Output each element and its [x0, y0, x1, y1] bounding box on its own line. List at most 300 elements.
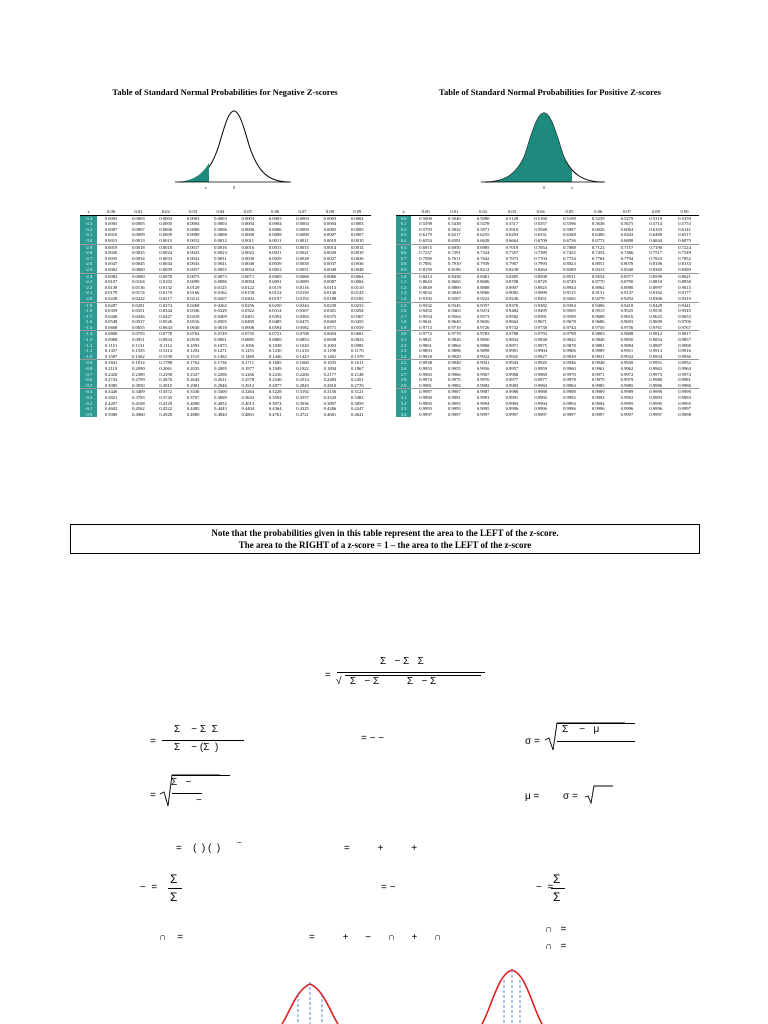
probability-cell: 0.0516: [186, 319, 200, 325]
probability-cell: 0.0031: [214, 255, 227, 261]
probability-cell: 0.9608: [591, 313, 605, 319]
probability-cell: 0.1210: [296, 348, 309, 354]
probability-cell: 0.8413: [419, 273, 432, 279]
probability-cell: 0.2033: [186, 366, 200, 372]
probability-cell: 0.9995: [620, 400, 634, 406]
probability-cell: 0.9990: [649, 389, 663, 395]
probability-cell: 0.1736: [214, 360, 227, 366]
probability-cell: 0.0026: [350, 255, 364, 261]
sigma-radicand-num: Σ − μ: [562, 724, 600, 735]
probability-cell: 0.3336: [186, 389, 200, 395]
probability-cell: 0.0008: [214, 232, 227, 238]
probability-cell: 0.0630: [179, 325, 206, 331]
probability-cell: 0.9292: [613, 296, 642, 302]
probability-cell: 0.3745: [159, 395, 173, 400]
left-shaded-area: [179, 163, 209, 182]
probability-cell: 0.8770: [591, 279, 605, 285]
probability-cell: 0.1611: [351, 360, 364, 366]
probability-cell: 0.8997: [649, 284, 663, 290]
probability-cell: 0.9945: [534, 360, 547, 366]
probability-cell: 0.3897: [323, 400, 337, 406]
probability-cell: 0.0113: [323, 284, 337, 290]
probability-cell: 0.9826: [448, 337, 461, 343]
probability-cell: 0.9319: [670, 296, 699, 302]
column-header: 0.06: [262, 209, 289, 215]
probability-cell: 0.9633: [678, 313, 691, 319]
probability-cell: 0.3707: [186, 395, 200, 400]
probability-cell: 0.9573: [476, 313, 490, 319]
probability-cell: 0.9761: [641, 325, 670, 331]
probability-cell: 0.0075: [186, 273, 200, 279]
probability-cell: 0.0721: [268, 331, 282, 337]
probability-cell: 0.2296: [214, 371, 227, 377]
probability-cell: 0.4404: [241, 406, 255, 412]
probability-cell: 0.1151: [104, 342, 118, 348]
probability-cell: 0.9934: [641, 354, 670, 360]
mu-formula: μ =: [525, 791, 540, 802]
probability-cell: 0.8962: [591, 284, 605, 290]
probability-cell: 0.9861: [419, 342, 432, 348]
probability-cell: 0.9974: [678, 371, 691, 377]
z-value-cell: -1.3: [80, 337, 97, 343]
probability-cell: 0.9996: [649, 406, 663, 412]
probability-cell: 0.6103: [649, 226, 663, 232]
probability-cell: 0.0934: [159, 337, 173, 343]
probability-cell: 0.0018: [159, 244, 173, 250]
sigma-lhs: σ =: [525, 736, 540, 747]
probability-cell: 0.2090: [132, 366, 145, 372]
probability-cell: 0.1867: [350, 366, 364, 372]
probability-cell: 0.9857: [678, 337, 691, 343]
probability-cell: 0.9982: [469, 383, 498, 389]
probability-cell: 0.9936: [670, 354, 699, 360]
z-value-cell: 2.1: [396, 337, 411, 343]
probability-cell: 0.9901: [505, 348, 519, 354]
probability-cell: 0.0022: [241, 250, 255, 256]
z-value-cell: 2.0: [396, 331, 411, 337]
probability-cell: 0.9971: [591, 371, 605, 377]
probability-cell: 0.1112: [159, 342, 172, 348]
probability-cell: 0.9750: [584, 325, 613, 331]
positive-z-table: [396, 209, 699, 417]
column-header: 0.00: [97, 209, 124, 215]
probability-cell: 0.4052: [214, 400, 227, 406]
probability-cell: 0.0002: [350, 215, 364, 221]
probability-cell: 0.7291: [448, 250, 461, 256]
probability-cell: 0.8577: [620, 273, 634, 279]
probability-cell: 0.7764: [591, 255, 605, 261]
probability-cell: 0.9726: [469, 325, 498, 331]
probability-cell: 0.9966: [448, 371, 461, 377]
w1-lhs: − =: [140, 882, 158, 893]
probability-cell: 0.0004: [268, 221, 282, 227]
probability-cell: 0.9909: [591, 348, 605, 354]
probability-cell: 0.2776: [344, 383, 371, 389]
z-value-cell: 3.4: [396, 412, 411, 418]
probability-cell: 0.9979: [591, 377, 605, 383]
probability-cell: 0.7357: [505, 250, 519, 256]
probability-cell: 0.2643: [186, 377, 200, 383]
probability-cell: 0.9871: [505, 342, 519, 348]
table-row: [396, 412, 699, 418]
probability-cell: 0.9706: [678, 319, 691, 325]
probability-cell: 0.5000: [104, 411, 118, 417]
probability-cell: 0.9564: [448, 313, 461, 319]
probability-cell: 0.1251: [241, 348, 255, 354]
probability-cell: 0.9115: [563, 290, 576, 296]
column-header: 0.02: [469, 209, 498, 215]
probability-cell: 0.0008: [268, 232, 282, 238]
probability-cell: 0.9854: [649, 337, 663, 343]
probability-cell: 0.9875: [534, 342, 547, 348]
probability-cell: 0.3936: [296, 400, 309, 406]
probability-cell: 0.0446: [104, 313, 118, 319]
probability-cell: 0.5199: [563, 215, 576, 221]
probability-cell: 0.9948: [591, 360, 605, 366]
z-value-cell: 2.3: [396, 348, 411, 354]
probability-cell: 0.2266: [241, 371, 255, 377]
probability-cell: 0.9959: [534, 366, 547, 372]
probability-cell: 0.8888: [476, 284, 490, 290]
prob-formula-3: ∩ =: [545, 924, 567, 935]
probability-cell: 0.9993: [419, 400, 432, 406]
probability-cell: 0.6406: [591, 232, 605, 238]
probability-cell: 0.7995: [534, 261, 547, 267]
probability-cell: 0.0084: [350, 279, 364, 285]
probability-cell: 0.0005: [323, 226, 337, 232]
probability-cell: 0.0951: [132, 337, 145, 343]
probability-cell: 0.1949: [268, 366, 282, 372]
probability-cell: 0.8869: [448, 284, 461, 290]
probability-cell: 0.9996: [591, 406, 605, 412]
z-value-cell: -3.1: [80, 232, 97, 238]
probability-cell: 0.0102: [159, 279, 173, 285]
probability-cell: 0.9913: [649, 348, 663, 354]
probability-cell: 0.9441: [678, 302, 691, 308]
probability-cell: 0.0010: [104, 232, 118, 238]
probability-cell: 0.9147: [620, 290, 634, 296]
probability-cell: 0.6915: [419, 244, 432, 250]
column-header: z: [396, 209, 411, 215]
z-value-cell: -0.6: [80, 377, 97, 383]
probability-cell: 0.0013: [125, 238, 152, 244]
probability-cell: 0.9974: [419, 377, 432, 383]
left-bell-curve: [175, 100, 275, 195]
probability-cell: 0.4641: [350, 411, 364, 417]
probability-cell: 0.2389: [132, 371, 145, 377]
probability-cell: 0.9357: [476, 302, 490, 308]
probability-cell: 0.0066: [323, 273, 337, 279]
probability-cell: 0.0027: [323, 255, 337, 261]
probability-cell: 0.9991: [448, 395, 461, 400]
probability-cell: 0.0014: [350, 244, 364, 250]
probability-cell: 0.8159: [411, 267, 440, 273]
probability-cell: 0.8665: [448, 279, 461, 285]
probability-cell: 0.5832: [448, 226, 461, 232]
probability-cell: 0.0064: [350, 273, 364, 279]
probability-cell: 0.9911: [620, 348, 634, 354]
probability-cell: 0.7734: [563, 255, 576, 261]
probability-cell: 0.2981: [179, 383, 206, 389]
probability-cell: 0.9881: [591, 342, 605, 348]
probability-cell: 0.8790: [620, 279, 634, 285]
probability-cell: 0.9957: [505, 366, 519, 372]
z-value-cell: -1.0: [80, 354, 97, 360]
probability-cell: 0.9649: [448, 319, 461, 325]
probability-cell: 0.9884: [620, 342, 634, 348]
z-value-cell: -0.4: [80, 389, 97, 395]
probability-cell: 0.9817: [678, 331, 691, 337]
probability-cell: 0.9699: [649, 319, 663, 325]
probability-cell: 0.3446: [104, 389, 118, 395]
probability-cell: 0.0032: [186, 255, 200, 261]
z-value-cell: 1.8: [396, 319, 411, 325]
probability-cell: 0.9951: [649, 360, 663, 366]
probability-cell: 0.0132: [159, 284, 173, 290]
z-value-cell: -1.9: [80, 302, 97, 308]
probability-cell: 0.0005: [104, 221, 118, 227]
probability-cell: 0.7852: [678, 255, 691, 261]
probability-cell: 0.0735: [241, 331, 255, 337]
probability-cell: 0.9793: [534, 331, 547, 337]
probability-cell: 0.4247: [350, 406, 364, 412]
probability-cell: 0.2236: [268, 371, 282, 377]
probability-cell: 0.0060: [125, 267, 152, 273]
probability-cell: 0.4207: [104, 400, 118, 406]
probability-cell: 0.0158: [241, 290, 255, 296]
probability-cell: 0.3669: [214, 395, 227, 400]
probability-cell: 0.9965: [419, 371, 432, 377]
probability-cell: 0.7157: [620, 244, 634, 250]
probability-cell: 0.9976: [476, 377, 490, 383]
probability-cell: 0.6950: [448, 244, 461, 250]
probability-cell: 0.9996: [563, 406, 576, 412]
probability-cell: 0.9997: [591, 411, 605, 417]
r-equals: =: [325, 670, 331, 681]
probability-cell: 0.9846: [591, 337, 605, 343]
probability-cell: 0.0154: [268, 290, 282, 296]
probability-cell: 0.9131: [591, 290, 605, 296]
probability-cell: 0.6591: [440, 238, 469, 244]
probability-cell: 0.0336: [186, 308, 200, 314]
probability-cell: 0.7123: [591, 244, 605, 250]
probability-cell: 0.0062: [97, 267, 124, 273]
probability-cell: 0.0016: [241, 244, 255, 250]
probability-cell: 0.9783: [476, 331, 490, 337]
probability-cell: 0.0869: [268, 337, 282, 343]
probability-cell: 0.3121: [350, 389, 364, 395]
probability-cell: 0.6517: [678, 232, 691, 238]
probability-cell: 0.9978: [563, 377, 576, 383]
probability-cell: 0.2743: [104, 377, 118, 383]
probability-cell: 0.0007: [132, 226, 145, 232]
probability-cell: 0.6026: [591, 226, 605, 232]
probability-cell: 0.9931: [584, 354, 613, 360]
column-header: 0.04: [207, 209, 234, 215]
z-value-cell: -2.3: [80, 279, 97, 285]
z-value-cell: -1.4: [80, 331, 97, 337]
probability-cell: 0.9997: [534, 411, 547, 417]
probability-cell: 0.9772: [419, 331, 432, 337]
probability-cell: 0.9207: [440, 296, 469, 302]
probability-cell: 0.9990: [419, 395, 432, 400]
probability-cell: 0.0015: [268, 244, 282, 250]
probability-cell: 0.9162: [649, 290, 663, 296]
probability-cell: 0.6664: [498, 238, 527, 244]
probability-cell: 0.1357: [104, 348, 118, 354]
z-value-cell: 1.2: [396, 285, 411, 291]
probability-cell: 0.9842: [563, 337, 576, 343]
probability-cell: 0.0222: [125, 296, 152, 302]
probability-cell: 0.9418: [620, 302, 634, 308]
probability-cell: 0.8238: [498, 267, 527, 273]
probability-cell: 0.0089: [296, 279, 309, 285]
probability-cell: 0.0011: [262, 238, 289, 244]
z-value-cell: 1.4: [396, 296, 411, 302]
z-value-cell: -3.0: [80, 238, 97, 244]
probability-cell: 0.9996: [534, 406, 547, 412]
probability-cell: 0.8944: [563, 284, 576, 290]
probability-cell: 0.0367: [350, 313, 364, 319]
probability-cell: 0.0495: [241, 319, 255, 325]
probability-cell: 0.0197: [262, 296, 289, 302]
probability-cell: 0.0045: [132, 261, 145, 267]
probability-cell: 0.1075: [214, 342, 227, 348]
probability-cell: 0.7454: [591, 250, 605, 256]
probability-cell: 0.5910: [505, 226, 519, 232]
table-row: [80, 412, 371, 418]
probability-cell: 0.8133: [678, 261, 691, 267]
probability-cell: 0.3409: [132, 389, 145, 395]
probability-cell: 0.0026: [104, 250, 118, 256]
probability-cell: 0.8264: [526, 267, 555, 273]
probability-cell: 0.9918: [411, 354, 440, 360]
probability-cell: 0.0287: [104, 302, 118, 308]
probability-cell: 0.9838: [534, 337, 547, 343]
probability-cell: 0.7324: [476, 250, 490, 256]
r-fraction-bar: [337, 672, 485, 673]
probability-cell: 0.9641: [419, 319, 432, 325]
b-lhs: =: [150, 736, 156, 747]
probability-cell: 0.9738: [526, 325, 555, 331]
probability-cell: 0.9952: [678, 360, 691, 366]
z-value-cell: 2.2: [396, 343, 411, 349]
right-shaded-area: [485, 113, 572, 182]
probability-cell: 0.8289: [555, 267, 584, 273]
probability-cell: 0.9981: [411, 383, 440, 389]
z-value-cell: -1.8: [80, 308, 97, 314]
probability-cell: 0.1469: [234, 354, 261, 360]
probability-cell: 0.7580: [419, 255, 432, 261]
probability-cell: 0.0003: [159, 215, 173, 221]
note-line-1: Note that the probabilities given in this table represent the area to the LEFT of the z-score.: [211, 528, 559, 538]
probability-cell: 0.1131: [132, 342, 145, 348]
probability-cell: 0.2119: [104, 366, 118, 372]
probability-cell: 0.0057: [179, 267, 206, 273]
probability-cell: 0.0003: [132, 215, 145, 221]
probability-cell: 0.6480: [649, 232, 663, 238]
probability-cell: 0.4364: [268, 406, 282, 412]
probability-cell: 0.7910: [448, 261, 461, 267]
probability-cell: 0.9956: [476, 366, 490, 372]
probability-cell: 0.0170: [159, 290, 173, 296]
z-value-cell: -2.1: [80, 290, 97, 296]
probability-cell: 0.0013: [152, 238, 179, 244]
probability-cell: 0.9993: [448, 400, 461, 406]
b-numerator: Σ − Σ Σ: [174, 724, 218, 735]
probability-cell: 0.0418: [186, 313, 200, 319]
probability-cell: 0.0107: [104, 279, 118, 285]
probability-cell: 0.9932: [613, 354, 642, 360]
w2-den: Σ: [553, 890, 561, 904]
probability-cell: 0.9972: [620, 371, 634, 377]
probability-cell: 0.8643: [419, 279, 432, 285]
probability-cell: 0.6141: [678, 226, 691, 232]
probability-cell: 0.0029: [268, 255, 282, 261]
probability-cell: 0.0104: [132, 279, 145, 285]
z-value-cell: 3.0: [396, 389, 411, 395]
column-header: 0.06: [584, 209, 613, 215]
probability-cell: 0.0021: [296, 250, 309, 256]
probability-cell: 0.9192: [411, 296, 440, 302]
probability-cell: 0.9082: [505, 290, 519, 296]
probability-cell: 0.3372: [159, 389, 173, 395]
probability-cell: 0.9998: [678, 411, 691, 417]
z-value-cell: 2.9: [396, 383, 411, 389]
probability-cell: 0.7794: [620, 255, 634, 261]
z-value-cell: 2.6: [396, 366, 411, 372]
probability-cell: 0.6772: [584, 238, 613, 244]
z-value-cell: 3.2: [396, 401, 411, 407]
probability-cell: 0.0571: [316, 325, 343, 331]
probability-cell: 0.6368: [563, 232, 576, 238]
z-value-cell: -2.2: [80, 285, 97, 291]
probability-cell: 0.2810: [316, 383, 343, 389]
probability-cell: 0.9535: [649, 308, 663, 314]
probability-cell: 0.6808: [613, 238, 642, 244]
column-header: 0.04: [526, 209, 555, 215]
probability-cell: 0.8106: [649, 261, 663, 267]
probability-cell: 0.8078: [620, 261, 634, 267]
probability-cell: 0.0036: [350, 261, 364, 267]
probability-cell: 0.0006: [268, 226, 282, 232]
probability-cell: 0.5714: [649, 221, 663, 227]
probability-cell: 0.9821: [419, 337, 432, 343]
probability-cell: 0.9953: [419, 366, 432, 372]
z-value-cell: -2.8: [80, 250, 97, 256]
probability-cell: 0.9177: [678, 290, 691, 296]
c-formula: = −: [381, 882, 396, 893]
probability-cell: 0.9332: [419, 302, 432, 308]
z-value-cell: -3.4: [80, 215, 97, 221]
z-value-cell: 0.2: [396, 227, 411, 233]
probability-cell: 0.9997: [649, 411, 663, 417]
se-denominator: −: [196, 795, 202, 806]
probability-cell: 0.0537: [132, 319, 145, 325]
right-curve-zero-label: 0: [543, 185, 545, 190]
z-value-cell: -1.1: [80, 348, 97, 354]
column-header: 0.01: [440, 209, 469, 215]
probability-cell: 0.0838: [323, 337, 337, 343]
probability-cell: 0.0307: [296, 308, 309, 314]
probability-cell: 0.0885: [241, 337, 255, 343]
probability-cell: 0.9990: [678, 389, 691, 395]
probability-cell: 0.9997: [563, 411, 576, 417]
probability-cell: 0.0359: [104, 308, 118, 314]
probability-cell: 0.7704: [534, 255, 547, 261]
probability-cell: 0.0668: [97, 325, 124, 331]
probability-cell: 0.3974: [268, 400, 282, 406]
